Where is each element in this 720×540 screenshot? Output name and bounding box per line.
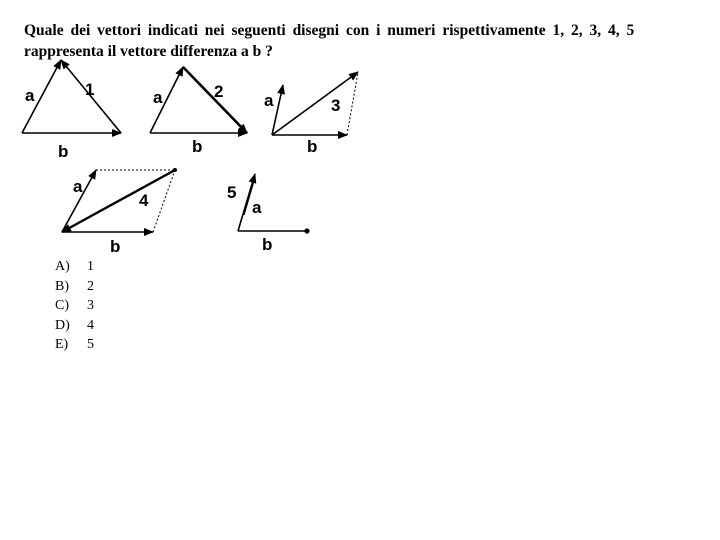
figure-1-label-a: a (25, 86, 35, 105)
figure-2-label-b: b (192, 137, 203, 156)
figure-2 (150, 67, 247, 156)
answer-value: 1 (87, 259, 94, 274)
question-line-2: rappresenta il vettore differenza a b ? (24, 43, 273, 60)
figure-5-label-a: a (252, 198, 262, 217)
figure-5 (227, 174, 310, 254)
figure-3-dotted-guide (347, 72, 358, 135)
answer-option-e[interactable] (55, 335, 94, 355)
answer-letter: C) (55, 298, 69, 313)
answer-option-c[interactable] (55, 296, 94, 316)
figure-4-label-a: a (73, 177, 83, 196)
answer-letter: E) (55, 337, 69, 352)
figure-4 (62, 168, 177, 256)
question-line-1: Quale dei vettori indicati nei seguenti disegni con i numeri rispettivamente 1, 2, 3, 4, 5 (24, 22, 635, 39)
answer-value: 5 (87, 337, 94, 352)
answer-option-d[interactable] (55, 316, 94, 336)
figure-3-label-3: 3 (331, 96, 341, 115)
figure-1 (22, 60, 121, 161)
figure-3-vector-3 (272, 72, 358, 135)
answer-letter: A) (55, 259, 70, 274)
answer-letter: B) (55, 278, 69, 294)
answer-options (55, 257, 94, 355)
figure-1-label-1: 1 (85, 80, 95, 99)
figure-3 (264, 72, 358, 156)
answer-value: 4 (87, 317, 94, 333)
figure-3-label-a: a (264, 91, 274, 110)
figure-4-label-4: 4 (139, 191, 149, 210)
answer-value: 2 (87, 278, 94, 294)
answer-value: 3 (87, 298, 94, 313)
figure-2-label-a: a (153, 88, 163, 107)
figure-2-label-2: 2 (214, 82, 224, 101)
figure-3-label-b: b (307, 137, 318, 156)
figure-5-label-b: b (262, 235, 273, 254)
figure-5-label-5: 5 (227, 183, 237, 202)
figure-5-dot (304, 228, 309, 233)
answer-option-a[interactable] (55, 257, 94, 277)
answer-option-b[interactable] (55, 277, 94, 297)
answer-letter: D) (55, 317, 70, 333)
figure-4-label-b: b (110, 237, 121, 256)
figure-1-label-b: b (58, 142, 69, 161)
figure-4-dot (173, 168, 177, 172)
